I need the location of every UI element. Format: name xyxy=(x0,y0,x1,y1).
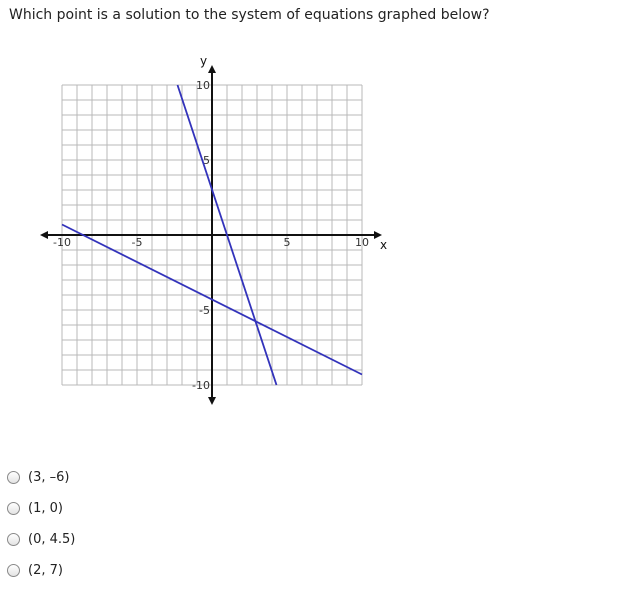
x-axis-arrow-left xyxy=(40,231,48,239)
y-tick-label: -10 xyxy=(192,379,210,392)
graph-canvas xyxy=(30,50,420,440)
x-tick-label: -5 xyxy=(131,236,143,249)
y-axis-arrow-down xyxy=(208,397,216,405)
coordinate-graph xyxy=(30,50,420,440)
y-tick-label: 5 xyxy=(203,154,210,167)
answer-choices xyxy=(7,462,75,586)
x-tick-label: 5 xyxy=(283,236,291,249)
y-tick-label: 10 xyxy=(196,79,210,92)
choice-label: (2, 7) xyxy=(28,563,63,578)
radio-button[interactable] xyxy=(7,471,20,484)
choice-option-4[interactable] xyxy=(7,555,75,586)
question-text: Which point is a solution to the system of equations graphed below? xyxy=(9,7,490,23)
x-tick-label: 10 xyxy=(355,236,369,249)
choice-label: (3, –6) xyxy=(28,470,70,485)
y-tick-label: -5 xyxy=(199,304,210,317)
radio-button[interactable] xyxy=(7,533,20,546)
choice-option-2[interactable] xyxy=(7,493,75,524)
y-axis-label: y xyxy=(200,54,208,68)
choice-label: (1, 0) xyxy=(28,501,63,516)
radio-button[interactable] xyxy=(7,502,20,515)
x-axis-label: x xyxy=(380,238,388,252)
x-tick-label: -10 xyxy=(53,236,71,249)
choice-option-1[interactable] xyxy=(7,462,75,493)
radio-button[interactable] xyxy=(7,564,20,577)
choice-option-3[interactable] xyxy=(7,524,75,555)
choice-label: (0, 4.5) xyxy=(28,532,76,547)
y-axis-arrow-up xyxy=(208,65,216,73)
